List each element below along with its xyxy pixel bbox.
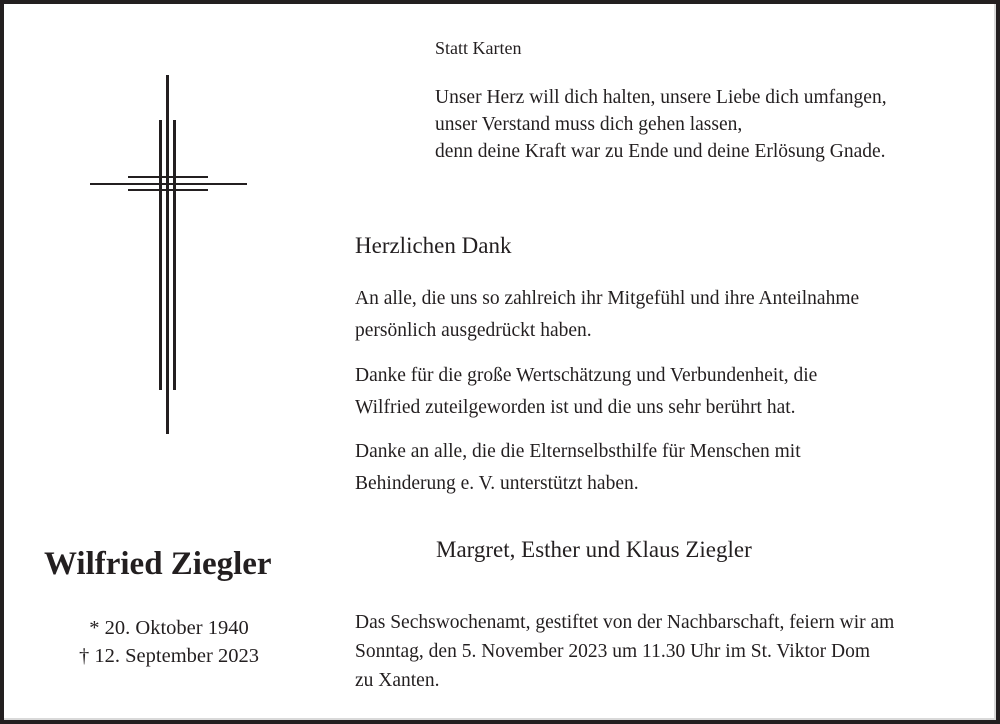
service-line: zu Xanten.: [355, 670, 440, 691]
paragraph-line: An alle, die uns so zahlreich ihr Mitgefühl und ihre Anteilnahme: [355, 288, 860, 309]
poem-line: unser Verstand muss dich gehen lassen,: [435, 114, 743, 135]
service-line: Das Sechswochenamt, gestiftet von der Nachbarschaft, feiern wir am: [355, 612, 895, 633]
paragraph-line: Danke an alle, die die Elternselbsthilfe für Menschen mit: [355, 441, 801, 462]
cross-main-horizontal: [90, 183, 247, 185]
cross-lower-horizontal: [128, 189, 208, 191]
poem-line: Unser Herz will dich halten, unsere Liebe dich umfangen,: [435, 87, 887, 108]
paragraph-line: persönlich ausgedrückt haben.: [355, 320, 592, 341]
service-announcement: [355, 608, 894, 695]
poem: [435, 84, 887, 165]
thanks-paragraph-3: [355, 436, 801, 500]
paragraph-line: Behinderung e. V. unterstützt haben.: [355, 473, 639, 494]
thanks-heading: Herzlichen Dank: [355, 233, 512, 258]
deceased-name: Wilfried Ziegler: [44, 546, 272, 582]
paragraph-line: Wilfried zuteilgeworden ist und die uns sehr berührt hat.: [355, 397, 796, 418]
cross-left-vertical: [159, 120, 162, 390]
paragraph-line: Danke für die große Wertschätzung und Verbundenheit, die: [355, 365, 818, 386]
obituary-notice: [4, 4, 996, 720]
cross-upper-horizontal: [128, 176, 208, 178]
birth-date: * 20. Oktober 1940: [89, 617, 249, 639]
death-date: † 12. September 2023: [79, 645, 259, 667]
family-signature: Margret, Esther und Klaus Ziegler: [436, 537, 752, 562]
service-line: Sonntag, den 5. November 2023 um 11.30 Uhr im St. Viktor Dom: [355, 641, 871, 662]
thanks-paragraph-2: [355, 360, 817, 424]
cross-right-vertical: [173, 120, 176, 390]
header-label: Statt Karten: [435, 38, 522, 58]
poem-line: denn deine Kraft war zu Ende und deine Erlösung Gnade.: [435, 141, 886, 162]
thanks-paragraph-1: [355, 283, 859, 347]
cross-center-vertical: [166, 75, 169, 434]
life-dates: [44, 614, 294, 670]
